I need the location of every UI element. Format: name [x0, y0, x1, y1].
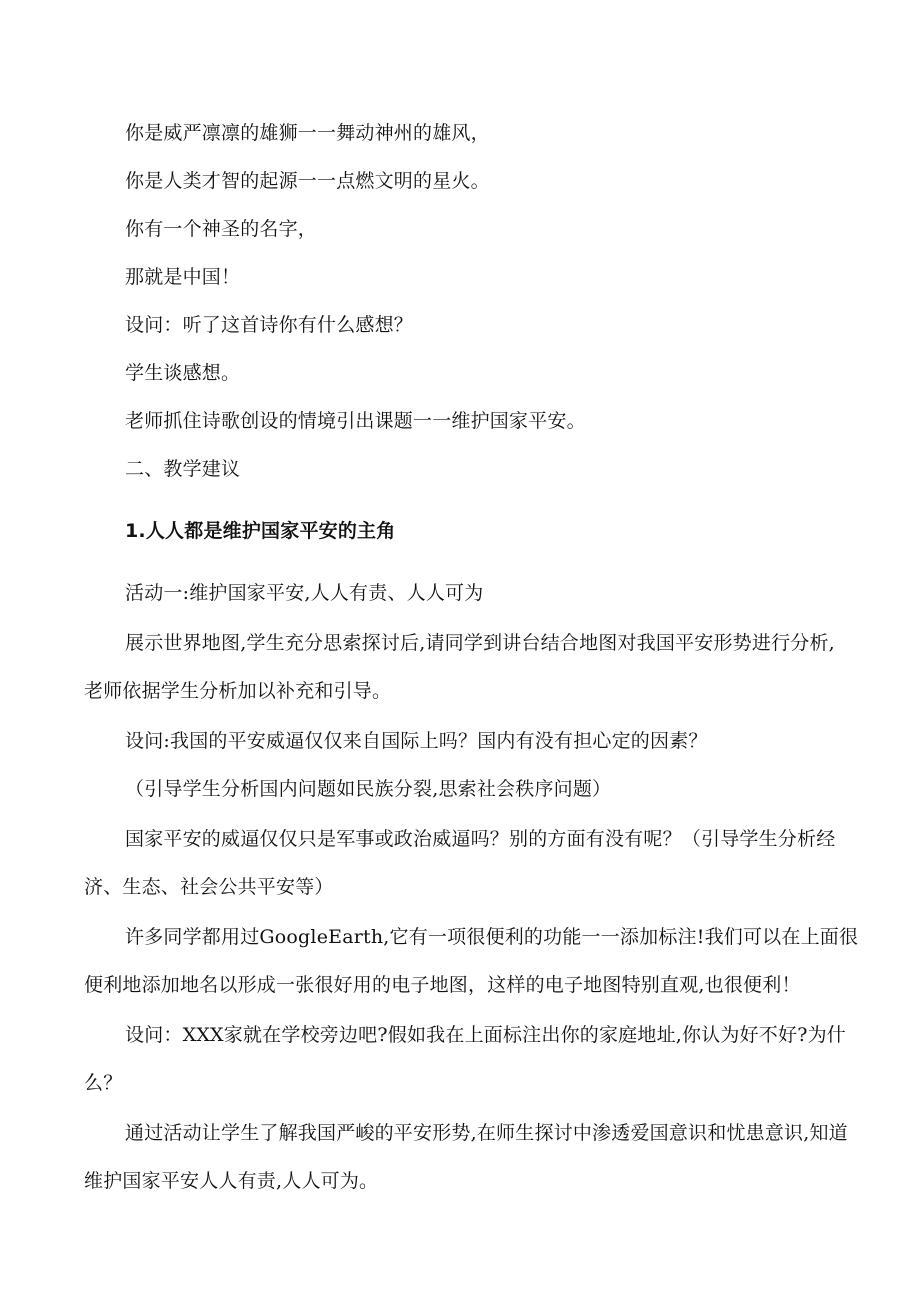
question-address-line-2: 么？: [84, 1072, 123, 1094]
poem-line-4: 那就是中国！: [125, 266, 241, 288]
question-poem: 设问：听了这首诗你有什么感想？: [125, 314, 414, 336]
question-security: 设问:我国的平安威逼仅仅来自国际上吗？国内有没有担心定的因素？: [125, 730, 708, 752]
question-address-line-1: 设问：XXX家就在学校旁边吧?假如我在上面标注出你的家庭地址,你认为好不好?为什: [125, 1024, 846, 1046]
poem-line-3: 你有一个神圣的名字，: [125, 218, 318, 240]
para-google-line-2: 便利地添加地名以形成一张很好用的电子地图，这样的电子地图特别直观,也很便利！: [84, 974, 801, 996]
activity-title: 活动一:维护国家平安,人人有责、人人可为: [125, 582, 484, 604]
summary-line-2: 维护国家平安人人有责,人人可为。: [84, 1170, 379, 1192]
poem-line-1: 你是威严凛凛的雄狮一一舞动神州的雄风，: [125, 122, 490, 144]
para-threat-line-1: 国家平安的威逼仅仅只是军事或政治威逼吗？别的方面有没有呢？（引导学生分析经: [125, 828, 836, 850]
guide-domestic: （引导学生分析国内问题如民族分裂,思索社会秩序问题）: [125, 778, 612, 800]
para-google-line-1: 许多同学都用过GoogleEarth,它有一项很便利的功能一一添加标注!我们可以在上面很: [125, 926, 859, 948]
para-map-line-2: 老师依据学生分析加以补充和引导。: [84, 680, 392, 702]
summary-line-1: 通过活动让学生了解我国严峻的平安形势,在师生探讨中渗透爱国意识和忧患意识,知道: [125, 1122, 848, 1144]
section-heading: 二、教学建议: [125, 458, 241, 480]
teacher-intro: 老师抓住诗歌创设的情境引出课题一一维护国家平安。: [125, 410, 586, 432]
student-response: 学生谈感想。: [125, 362, 241, 384]
para-map-line-1: 展示世界地图,学生充分思索探讨后,请同学到讲台结合地图对我国平安形势进行分析,: [125, 632, 835, 654]
poem-line-2: 你是人类才智的起源一一点燃文明的星火。: [125, 170, 490, 192]
para-threat-line-2: 济、生态、社会公共平安等）: [84, 876, 334, 898]
subsection-heading: 1.人人都是维护国家平安的主角: [125, 520, 396, 542]
